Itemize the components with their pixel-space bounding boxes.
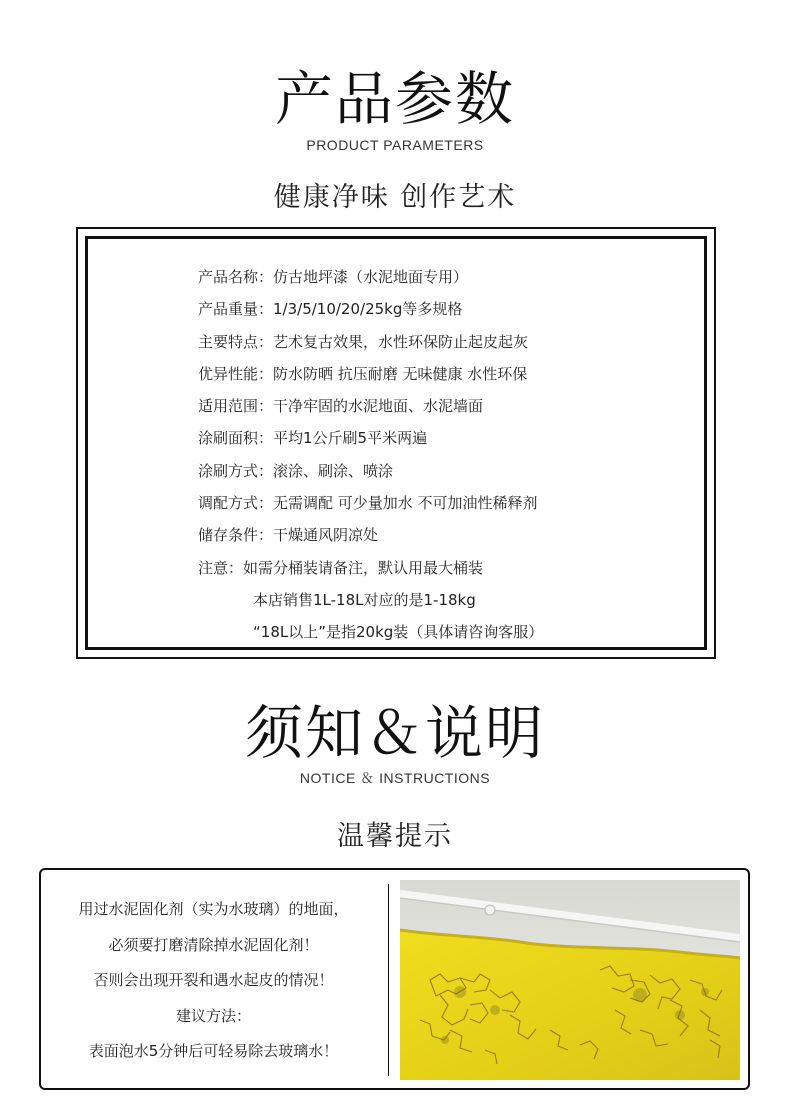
parameters-inner-frame (85, 236, 707, 650)
notice-divider (388, 884, 389, 1076)
parameters-list (198, 261, 698, 649)
section-subtitle-tips: 温馨提示 (337, 821, 453, 852)
parameter-row: 涂刷面积：平均1公斤刷5平米两遍 (198, 429, 428, 448)
notice-frame (39, 868, 750, 1090)
parameter-row: “18L以上”是指20kg装（具体请咨询客服） (253, 623, 544, 642)
parameter-row: 适用范围：干净牢固的水泥地面、水泥墙面 (198, 397, 484, 416)
section-title-notice: 须知＆说明 (244, 699, 545, 767)
notice-list (41, 892, 386, 1070)
cracked-floor-photo (400, 880, 740, 1080)
parameter-row: 产品名称：仿古地坪漆（水泥地面专用） (198, 268, 469, 286)
parameter-row: 本店销售1L-18L对应的是1-18kg (253, 590, 476, 609)
parameter-row: 产品重量：1/3/5/10/20/25kg等多规格 (198, 300, 463, 319)
parameter-row: 涂刷方式：滚涂、刷涂、喷涂 (198, 461, 394, 480)
parameter-row: 主要特点：艺术复古效果，水性环保防止起皮起灰 (198, 332, 529, 351)
parameter-row: 优异性能：防水防晒 抗压耐磨 无味健康 水性环保 (198, 364, 528, 383)
parameter-row: 调配方式：无需调配 可少量加水 不可加油性稀释剂 (198, 494, 538, 513)
notice-line: 必须要打磨清除掉水泥固化剂！ (108, 935, 319, 954)
parameter-row: 注意：如需分桶装请备注，默认用最大桶装 (198, 558, 484, 577)
cracked-floor-illustration (400, 880, 740, 1080)
notice-line: 否则会出现开裂和遇水起皮的情况！ (93, 971, 334, 989)
section-title-parameters: 产品参数 (274, 65, 515, 133)
section-title-en-parameters: PRODUCT PARAMETERS (306, 137, 484, 153)
section-title-en-notice: NOTICE ＆ INSTRUCTIONS (299, 770, 491, 786)
notice-line: 表面泡水5分钟后可轻易除去玻璃水！ (88, 1042, 339, 1060)
parameters-frame (76, 227, 716, 659)
notice-line: 建议方法： (175, 1006, 251, 1025)
section-subtitle-slogan: 健康净味 创作艺术 (273, 182, 517, 213)
parameter-row: 储存条件：干燥通风阴凉处 (198, 526, 379, 545)
notice-line: 用过水泥固化剂（实为水玻璃）的地面， (78, 900, 349, 918)
